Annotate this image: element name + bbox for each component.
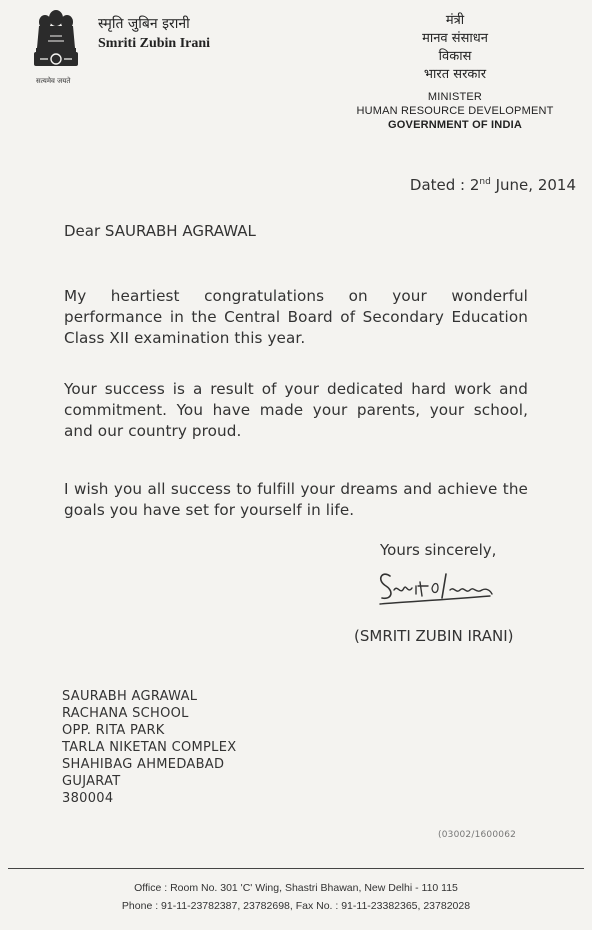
address-line: 380004 <box>62 791 114 806</box>
footer <box>0 879 592 915</box>
date-suffix: June, 2014 <box>490 176 576 194</box>
recipient-address <box>62 688 236 807</box>
date-prefix: Dated : 2 <box>409 176 480 194</box>
designation-hindi-line: मंत्री <box>445 13 465 28</box>
national-emblem-icon <box>30 8 82 86</box>
address-line: TARLA NIKETAN COMPLEX <box>62 740 237 755</box>
address-line: OPP. RITA PARK <box>62 723 165 738</box>
address-line: SAURABH AGRAWAL <box>62 689 198 704</box>
letterhead-name-english: Smriti Zubin Irani <box>98 36 211 51</box>
salutation: Dear SAURABH AGRAWAL <box>64 222 256 240</box>
designation-english-line: MINISTER <box>427 91 483 103</box>
handwritten-signature <box>372 560 502 624</box>
designation-hindi-line: मानव संसाधन <box>422 31 488 46</box>
letterhead-name-hindi: स्मृति जुबिन इरानी <box>98 16 190 32</box>
signatory-name: (SMRITI ZUBIN IRANI) <box>354 627 514 645</box>
body-paragraph-3: I wish you all success to fulfill your dreams and achieve the goals you have set for yourself in life. <box>64 480 528 519</box>
footer-phone: Phone : 91-11-23782387, 23782698, Fax No. : 91-11-23382365, 23782028 <box>121 900 471 912</box>
footer-divider <box>8 868 584 869</box>
designation-english-line: HUMAN RESOURCE DEVELOPMENT <box>356 105 554 117</box>
designation-hindi-line: विकास <box>438 49 472 64</box>
designation-english-line: GOVERNMENT OF INDIA <box>388 119 522 131</box>
address-line: SHAHIBAG AHMEDABAD <box>62 757 225 772</box>
designation-hindi-line: भारत सरकार <box>423 67 487 82</box>
letter-date <box>410 176 576 194</box>
footer-office: Office : Room No. 301 'C' Wing, Shastri Bhawan, New Delhi - 110 115 <box>134 882 458 894</box>
address-line: GUJARAT <box>62 774 121 789</box>
closing: Yours sincerely, <box>380 541 497 559</box>
emblem-motto: सत्यमेव जयते <box>36 77 71 85</box>
body-paragraph-1: My heartiest congratulations on your wonderful performance in the Central Board of Secondary Education Class XII examination this year. <box>64 287 528 347</box>
body-paragraph-2: Your success is a result of your dedicated hard work and commitment. You have made your parents, your school, and our country proud. <box>64 380 528 440</box>
date-ordinal: nd <box>479 177 491 187</box>
address-line: RACHANA SCHOOL <box>62 706 189 721</box>
designation-block <box>330 12 580 132</box>
reference-number: (03002/1600062 <box>438 830 517 840</box>
